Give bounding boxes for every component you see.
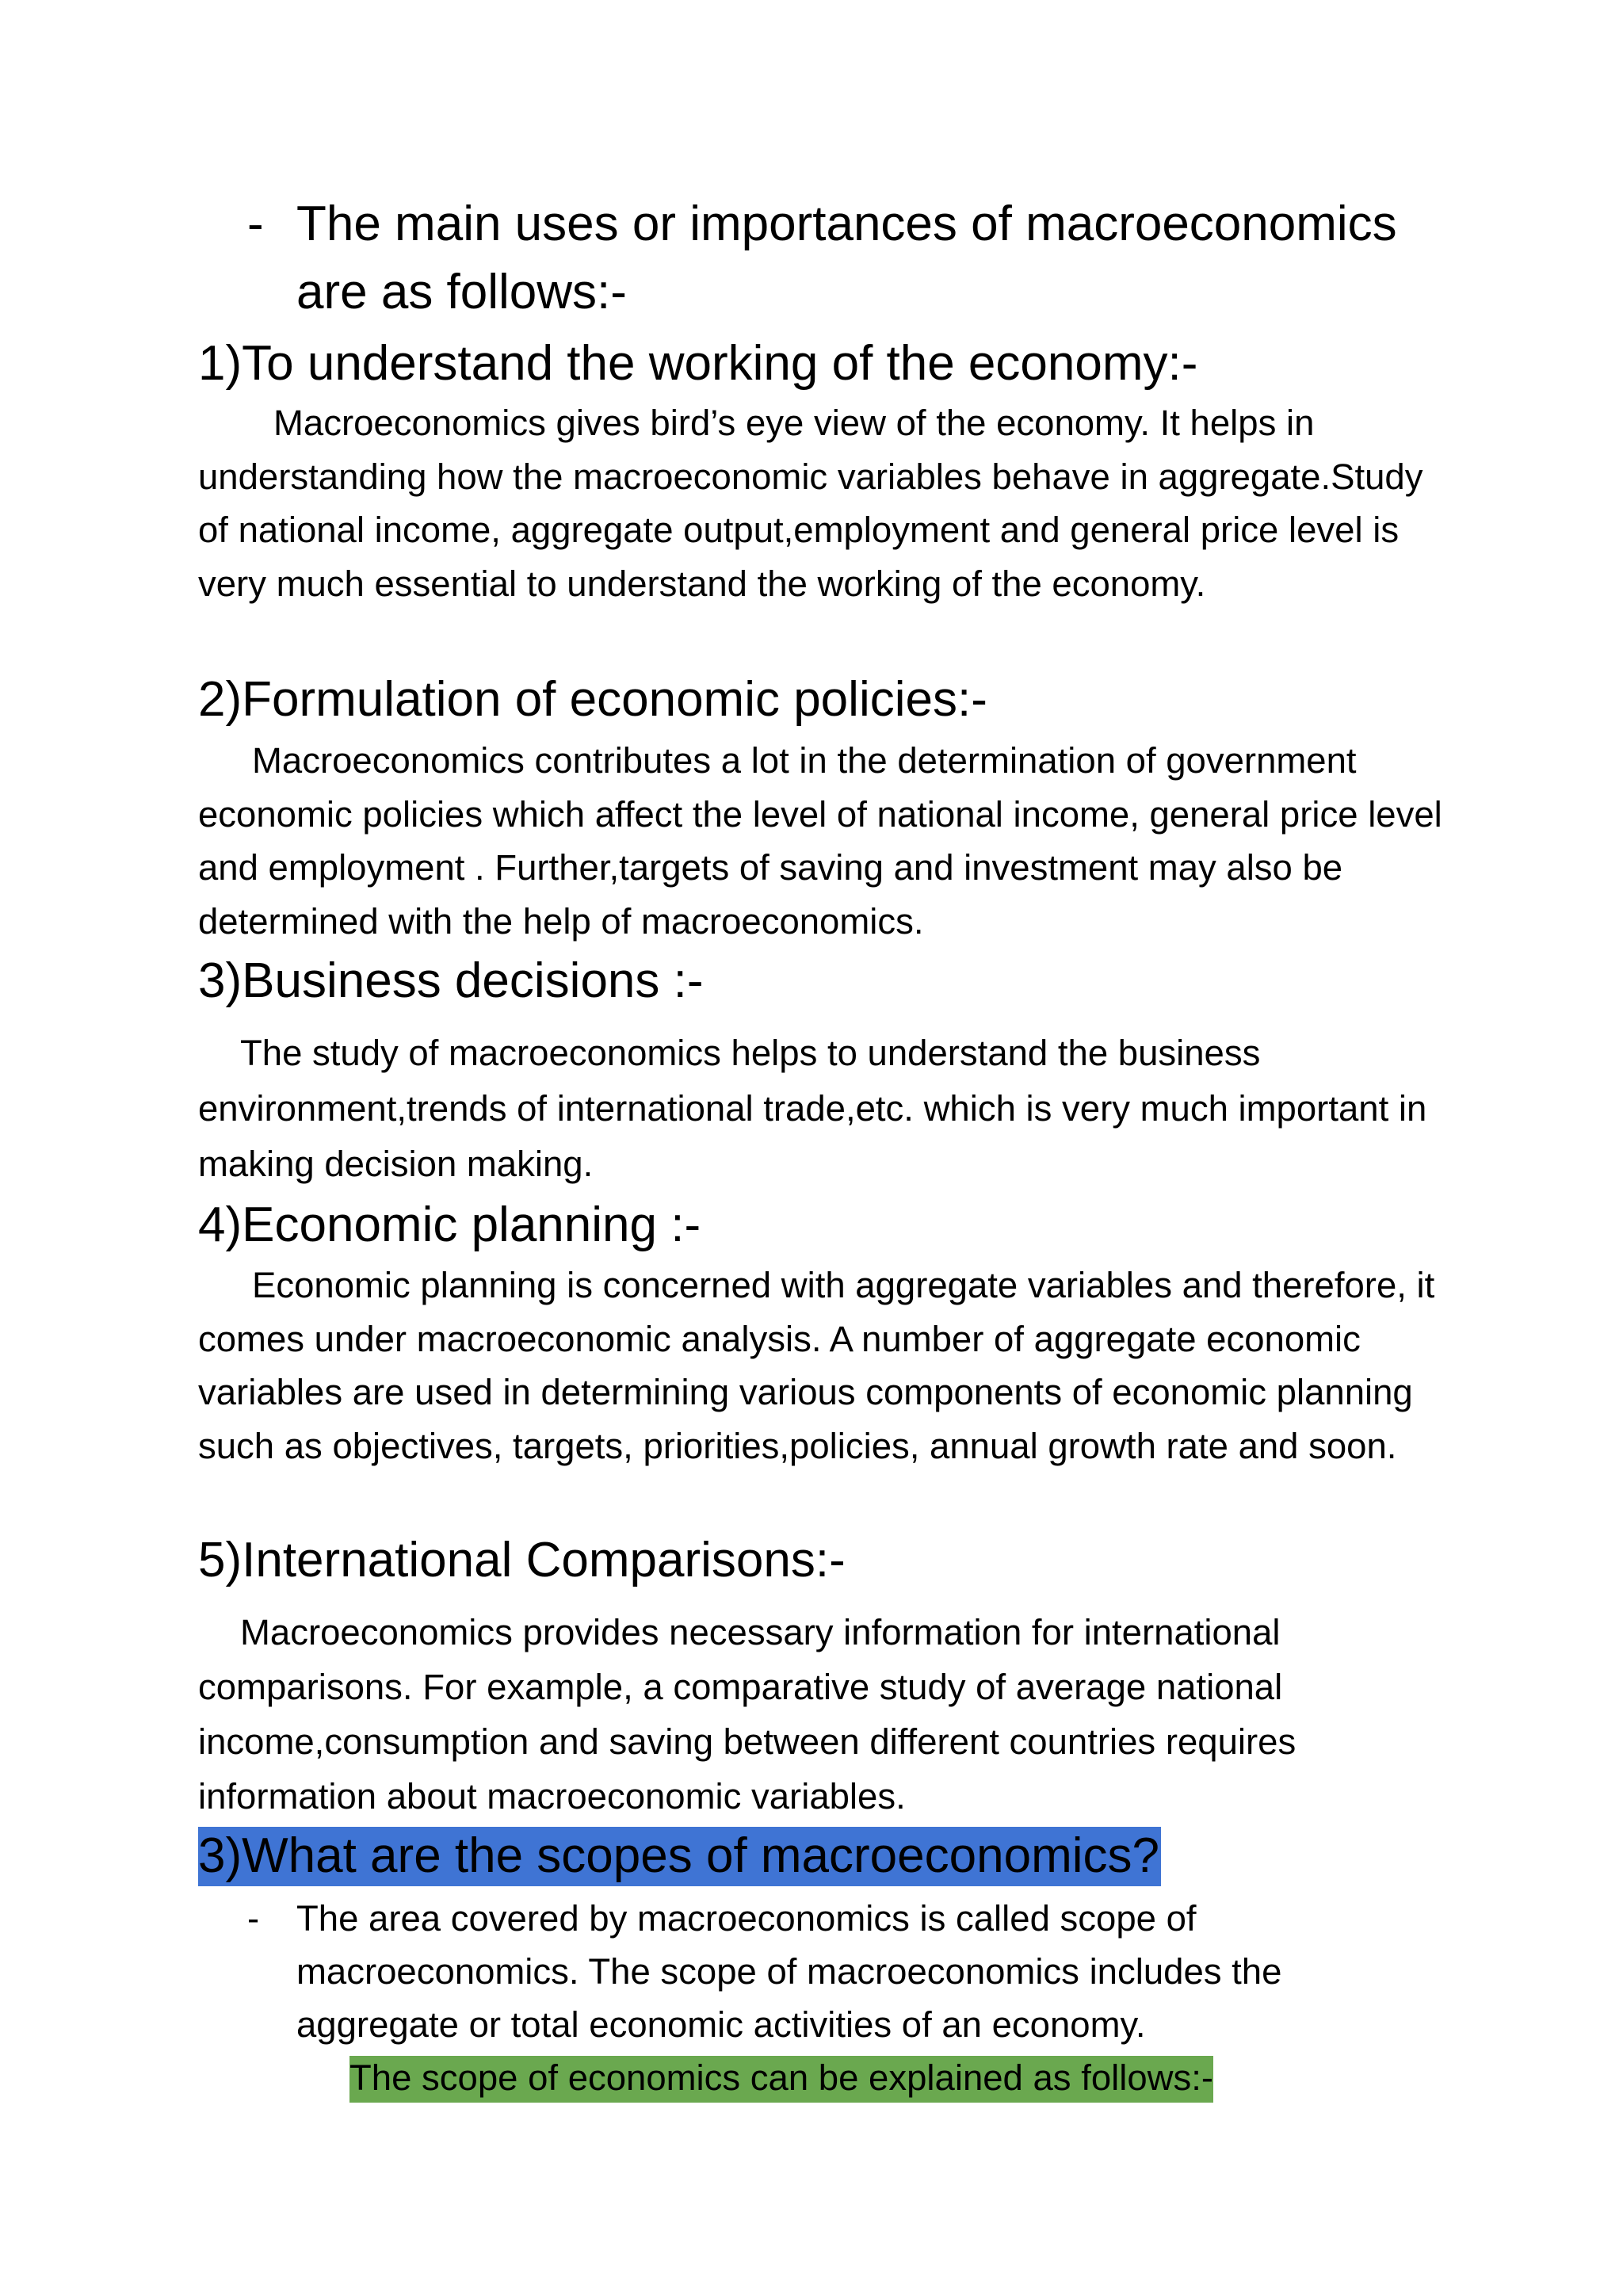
bullet-dash: - (247, 1898, 260, 1939)
section-paragraph (198, 1605, 1450, 1824)
scope-subline-text: The scope of economics can be explained as follows:- (349, 2056, 1213, 2103)
intro-bullet-text (296, 190, 1397, 327)
bullet-dash: - (247, 197, 264, 251)
section-paragraph-text: Economic planning is concerned with aggregate variables and therefore, it comes under macroeconomic analysis. A number of aggregate economic variables are used in determining various components of economic planning such as objectives, targets, priorities,policies, annual growth rate and soon. (198, 1265, 1435, 1466)
section-paragraph (198, 1026, 1450, 1192)
scope-subline (349, 2054, 1213, 2102)
section-heading: 5)International Comparisons:- (198, 1533, 846, 1587)
scope-bullet-text: The area covered by macroeconomics is called scope of macroeconomics. The scope of macroeconomics includes the aggregate or total economic activities of an economy. (296, 1898, 1282, 2045)
section-paragraph-text: The study of macroeconomics helps to understand the business environment,trends of international trade,etc. which is very much important in making decision making. (198, 1033, 1427, 1184)
section-paragraph (198, 734, 1450, 948)
scope-bullet (247, 1892, 1420, 2051)
section-heading: 1)To understand the working of the economy:- (198, 336, 1198, 391)
question-heading-text: 3)What are the scopes of macroeconomics? (198, 1827, 1161, 1886)
intro-bullet (247, 190, 1397, 327)
question-heading (198, 1824, 1161, 1888)
section-paragraph (198, 396, 1450, 610)
section-paragraph (198, 1259, 1450, 1473)
intro-line-1: The main uses or importances of macroeconomics (296, 197, 1397, 251)
section-paragraph-text: Macroeconomics contributes a lot in the determination of government economic policies which affect the level of national income, general price level and employment . Further,targets of saving and investment may also be determined with the help of macroeconomics. (198, 740, 1442, 942)
section-heading: 4)Economic planning :- (198, 1198, 701, 1252)
section-heading: 3)Business decisions :- (198, 953, 704, 1008)
section-paragraph-text: Macroeconomics provides necessary information for international comparisons. For example, a comparative study of average national income,consumption and saving between different countries requires information about macroeconomic variables. (198, 1612, 1296, 1817)
section-paragraph-text: Macroeconomics gives bird’s eye view of the economy. It helps in understanding how the macroeconomic variables behave in aggregate.Study of national income, aggregate output,employment and general price level is very much essential to understand the working of the economy. (198, 403, 1423, 604)
intro-line-2: are as follows:- (296, 265, 627, 319)
section-heading: 2)Formulation of economic policies:- (198, 672, 987, 727)
